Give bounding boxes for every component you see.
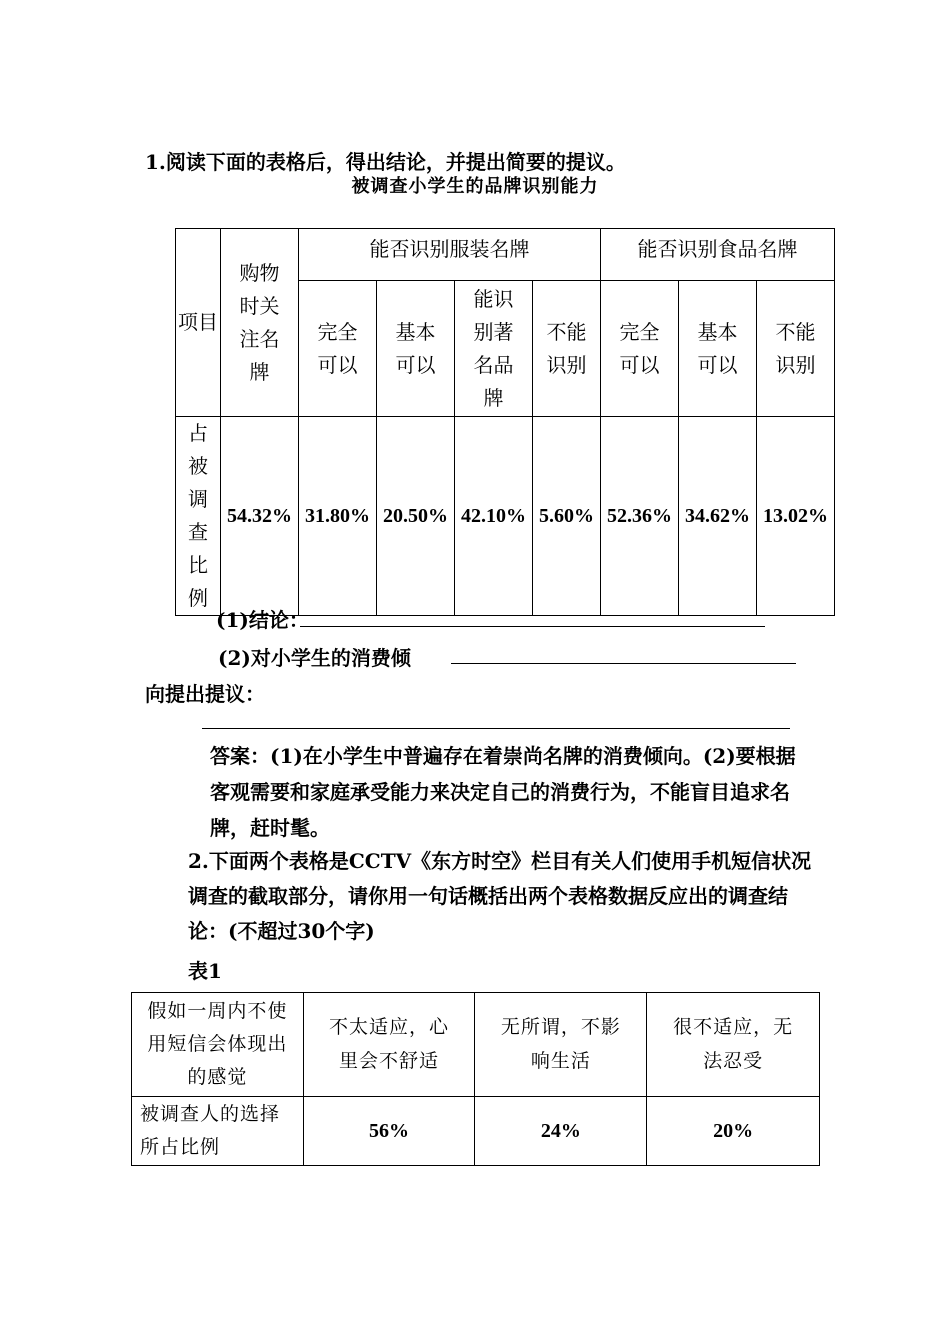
header-clothing-basic: 基本可以 bbox=[377, 281, 455, 417]
value-cell: 56% bbox=[303, 1097, 475, 1166]
answer-block bbox=[210, 738, 810, 846]
header-food-full: 完全可以 bbox=[601, 281, 679, 417]
header-food-group: 能否识别食品名牌 bbox=[601, 229, 835, 281]
header-clothing-group: 能否识别服装名牌 bbox=[299, 229, 601, 281]
question-2-prompt: 2.下面两个表格是CCTV《东方时空》栏目有关人们使用手机短信状况调查的截取部分，请你用一句话概括出两个表格数据反应出的调查结论：(不超过30个字) bbox=[188, 849, 812, 943]
value-cell: 34.62% bbox=[679, 417, 757, 616]
table-2-label: 表1 bbox=[188, 959, 222, 983]
header-focus-brand: 购物时关注名牌 bbox=[221, 229, 299, 417]
header-question: 假如一周内不使用短信会体现出的感觉 bbox=[132, 993, 304, 1097]
blank-line bbox=[202, 728, 790, 729]
blank-line bbox=[451, 663, 796, 664]
blank-line bbox=[300, 626, 765, 627]
value-cell: 24% bbox=[475, 1097, 647, 1166]
header-food-basic: 基本可以 bbox=[679, 281, 757, 417]
brand-recognition-table bbox=[175, 228, 835, 616]
question-1-prompt: 1.阅读下面的表格后，得出结论，并提出简要的提议。 bbox=[145, 150, 626, 174]
answer-text: (1)在小学生中普遍存在着崇尚名牌的消费倾向。(2)要根据客观需要和家庭承受能力来决定自己的消费行为，不能盲目追求名牌，赶时髦。 bbox=[210, 744, 796, 840]
header-clothing-full: 完全可以 bbox=[299, 281, 377, 417]
value-cell: 52.36% bbox=[601, 417, 679, 616]
header-option: 无所谓，不影响生活 bbox=[475, 993, 647, 1097]
value-cell: 42.10% bbox=[455, 417, 533, 616]
value-cell: 20.50% bbox=[377, 417, 455, 616]
sub-question-suggestion-cont: 向提出提议： bbox=[145, 682, 265, 706]
answer-label: 答案： bbox=[210, 744, 270, 768]
header-item: 项目 bbox=[176, 229, 221, 417]
value-cell: 5.60% bbox=[533, 417, 601, 616]
header-food-none: 不能识别 bbox=[757, 281, 835, 417]
value-cell: 31.80% bbox=[299, 417, 377, 616]
value-cell: 13.02% bbox=[757, 417, 835, 616]
header-clothing-none: 不能识别 bbox=[533, 281, 601, 417]
table-1-caption: 被调查小学生的品牌识别能力 bbox=[351, 176, 599, 197]
row-label-proportion: 被调查人的选择所占比例 bbox=[132, 1097, 304, 1166]
header-clothing-famous: 能识别著名品牌 bbox=[455, 281, 533, 417]
header-option: 很不适应，无法忍受 bbox=[647, 993, 820, 1097]
sms-survey-table bbox=[131, 992, 820, 1166]
value-cell: 54.32% bbox=[221, 417, 299, 616]
sub-question-suggestion: (2)对小学生的消费倾 bbox=[218, 646, 411, 670]
header-option: 不太适应，心里会不舒适 bbox=[303, 993, 475, 1097]
row-label-proportion: 占被调查比例 bbox=[176, 417, 221, 616]
sub-question-conclusion: (1)结论： bbox=[216, 608, 309, 632]
value-cell: 20% bbox=[647, 1097, 820, 1166]
